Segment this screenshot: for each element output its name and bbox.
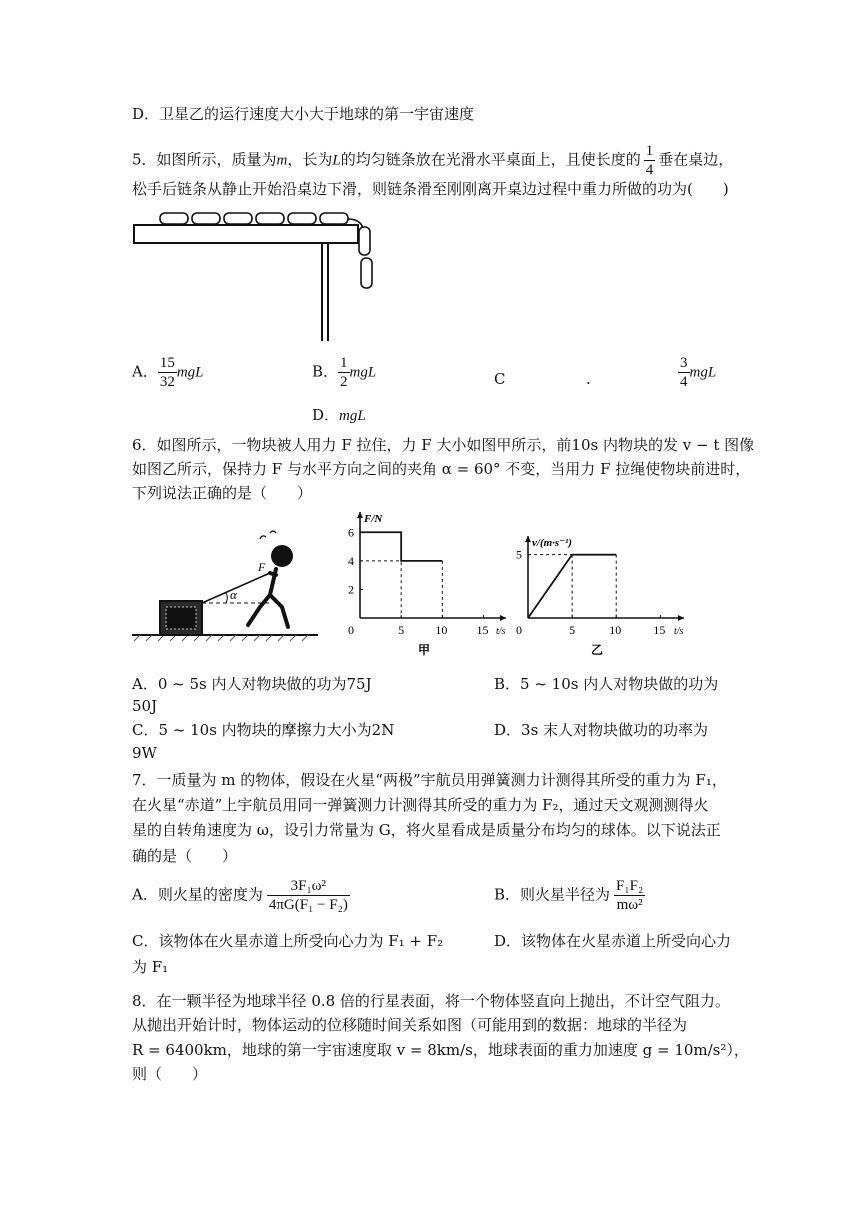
q7-stem-line3: 星的自转角速度为 ω，设引力常量为 G，将火星看成是质量分布均匀的球体。以下说法正 xyxy=(132,821,721,839)
q6-stem-line1: 6．如图所示，一物块被人用力 F 拉住，力 F 大小如图甲所示，前10s 内物块的发 v − t 图像 xyxy=(132,436,755,454)
q6-option-a: A．0 ~ 5s 内人对物块做的功为75J xyxy=(132,675,372,693)
q4-option-d: D．卫星乙的运行速度大小大于地球的第一宇宙速度 xyxy=(132,105,475,123)
x-axis-arrow xyxy=(678,615,684,621)
q5-option-c xyxy=(678,354,716,391)
q5-text-b: ，长为 xyxy=(287,150,333,169)
angle-alpha-label: α xyxy=(230,587,237,602)
q7-option-b-label: B．则火星半径为 xyxy=(494,885,611,904)
q5-stem-line1 xyxy=(132,142,733,179)
q6-stem-line3: 下列说法正确的是（ ） xyxy=(132,484,313,502)
q7-option-a-num: 3F₁ω² xyxy=(267,877,350,896)
q7-option-a-label: A．则火星的密度为 xyxy=(132,885,263,904)
q5-option-b xyxy=(312,354,376,391)
q6-chart-yi xyxy=(506,525,702,658)
x-tick-label: 15 xyxy=(476,623,489,637)
q5-fraction-num: 1 xyxy=(645,143,654,159)
q6-chart-jia xyxy=(340,500,522,658)
q5-option-c-label: C xyxy=(494,370,506,388)
q5-chain-table-figure xyxy=(130,205,390,347)
q5-option-b-label: B． xyxy=(312,362,339,381)
q8-stem-line3: R = 6400km，地球的第一宇宙速度取 v = 8km/s，地球表面的重力加速度 g = 10m/s²）， xyxy=(132,1041,749,1059)
origin-label: 0 xyxy=(516,623,522,637)
x-tick-label: 5 xyxy=(569,623,576,637)
q8-stem-line1: 8．在一颗半径为地球半径 0.8 倍的行星表面，将一个物体竖直向上抛出，不计空气阻力。 xyxy=(132,992,730,1010)
q5-option-a-label: A． xyxy=(132,362,158,381)
q6-option-b-wrap: 50J xyxy=(132,697,158,715)
y-tick-label: 2 xyxy=(348,582,354,597)
x-tick-label: 10 xyxy=(435,623,448,637)
q7-option-b-fraction xyxy=(614,877,645,914)
q5-text-a: 5．如图所示，质量为 xyxy=(132,150,277,169)
q6-option-c: C．5 ~ 10s 内物块的摩擦力大小为2N xyxy=(132,721,395,739)
q7-option-b-num: F₁F₂ xyxy=(616,878,644,894)
q5-option-a-tail: mgL xyxy=(176,364,204,381)
x-axis-label: t/s xyxy=(496,626,506,637)
q7-stem-line2: 在火星“赤道”上宇航员用同一弹簧测力计测得其所受的重力为 F₂，通过天文观测测得火 xyxy=(132,796,709,814)
y-tick-label: 5 xyxy=(516,547,522,562)
q7-option-a-fraction xyxy=(267,877,350,914)
origin-label: 0 xyxy=(348,623,354,637)
q5-stem-line2: 松手后链条从静止开始沿桌边下滑，则链条滑至刚刚离开桌边过程中重力所做的功为( ) xyxy=(132,180,729,198)
y-axis-arrow xyxy=(525,536,531,542)
y-axis-label: v/(m·s⁻¹) xyxy=(532,537,572,549)
q7-option-c: C．该物体在火星赤道上所受向心力为 F₁ + F₂ xyxy=(132,932,444,950)
q5-fraction-den: 4 xyxy=(645,162,654,178)
block xyxy=(160,601,202,635)
chain-on-table xyxy=(160,213,348,224)
person xyxy=(248,545,293,627)
q5-option-c-den: 4 xyxy=(680,374,688,390)
q5-option-a-fraction xyxy=(158,354,177,391)
q8-stem-line4: 则（ ） xyxy=(132,1065,208,1083)
q6-stem-line2: 如图乙所示，保持力 F 与水平方向之间的夹角 α = 60° 不变，当用力 F 拉绳使物块前进时， xyxy=(132,460,751,478)
q7-option-d-wrap: 为 F₁ xyxy=(132,958,169,976)
q6-person-pulling-figure xyxy=(130,525,320,643)
q7-option-a xyxy=(132,877,350,914)
q5-option-a xyxy=(132,354,204,391)
x-tick-label: 10 xyxy=(609,623,622,637)
y-tick-label: 4 xyxy=(348,553,354,568)
force-f-label: F xyxy=(258,560,266,574)
q5-option-d-label: D． xyxy=(312,406,340,424)
q5-option-b-tail: mgL xyxy=(349,364,377,381)
q7-option-a-den: 4πG(F₁ − F₂) xyxy=(268,897,348,913)
x-tick-label: 15 xyxy=(653,623,666,637)
q6-option-d: D．3s 末人对物块做功的功率为 xyxy=(494,721,709,739)
q7-stem-line4: 确的是（ ） xyxy=(132,847,238,865)
y-axis-label: F/N xyxy=(364,513,383,525)
q6-option-d-wrap: 9W xyxy=(132,744,157,762)
x-tick-label: 5 xyxy=(398,623,405,637)
q5-option-a-num: 15 xyxy=(159,355,175,371)
q5-option-d xyxy=(312,405,366,426)
q7-stem-line1: 7．一质量为 m 的物体，假设在火星“两极”宇航员用弹簧测力计测得其所受的重力为 F₁， xyxy=(132,771,727,789)
q5-option-c-fraction xyxy=(678,354,690,391)
chart-caption: 乙 xyxy=(591,643,604,657)
q5-option-c-num: 3 xyxy=(680,355,688,371)
q5-option-b-den: 2 xyxy=(340,374,348,390)
table-leg xyxy=(322,243,328,341)
q5-option-d-tail: mgL xyxy=(339,408,366,424)
q7-option-b-den: mω² xyxy=(616,897,643,913)
chart-caption: 甲 xyxy=(418,643,431,657)
q5-text-d: 垂在桌边， xyxy=(658,150,734,169)
q6-option-b: B．5 ~ 10s 内人对物块做的功为 xyxy=(494,675,719,693)
sweat-drops xyxy=(260,531,276,539)
q7-option-b xyxy=(494,877,645,914)
q5-text-c: 的均匀链条放在光滑水平桌面上，且使长度的 xyxy=(340,150,641,169)
q5-fraction xyxy=(644,142,656,179)
q5-mass-symbol: m xyxy=(276,152,288,169)
q5-option-a-den: 32 xyxy=(159,374,175,390)
q5-option-c-tail: mgL xyxy=(689,364,717,381)
q5-option-b-num: 1 xyxy=(340,355,348,371)
q5-option-b-fraction xyxy=(338,354,350,391)
q8-stem-line2: 从抛出开始计时，物体运动的位移随时间关系如图（可能用到的数据：地球的半径为 xyxy=(132,1016,688,1034)
x-axis-label: t/s xyxy=(674,626,684,637)
table-top xyxy=(134,225,358,243)
y-tick-label: 6 xyxy=(348,525,354,540)
y-axis-arrow xyxy=(357,512,363,518)
q5-length-symbol: L xyxy=(332,152,341,169)
q7-option-d: D．该物体在火星赤道上所受向心力 xyxy=(494,932,732,950)
q5-option-c-dot: . xyxy=(586,370,591,388)
